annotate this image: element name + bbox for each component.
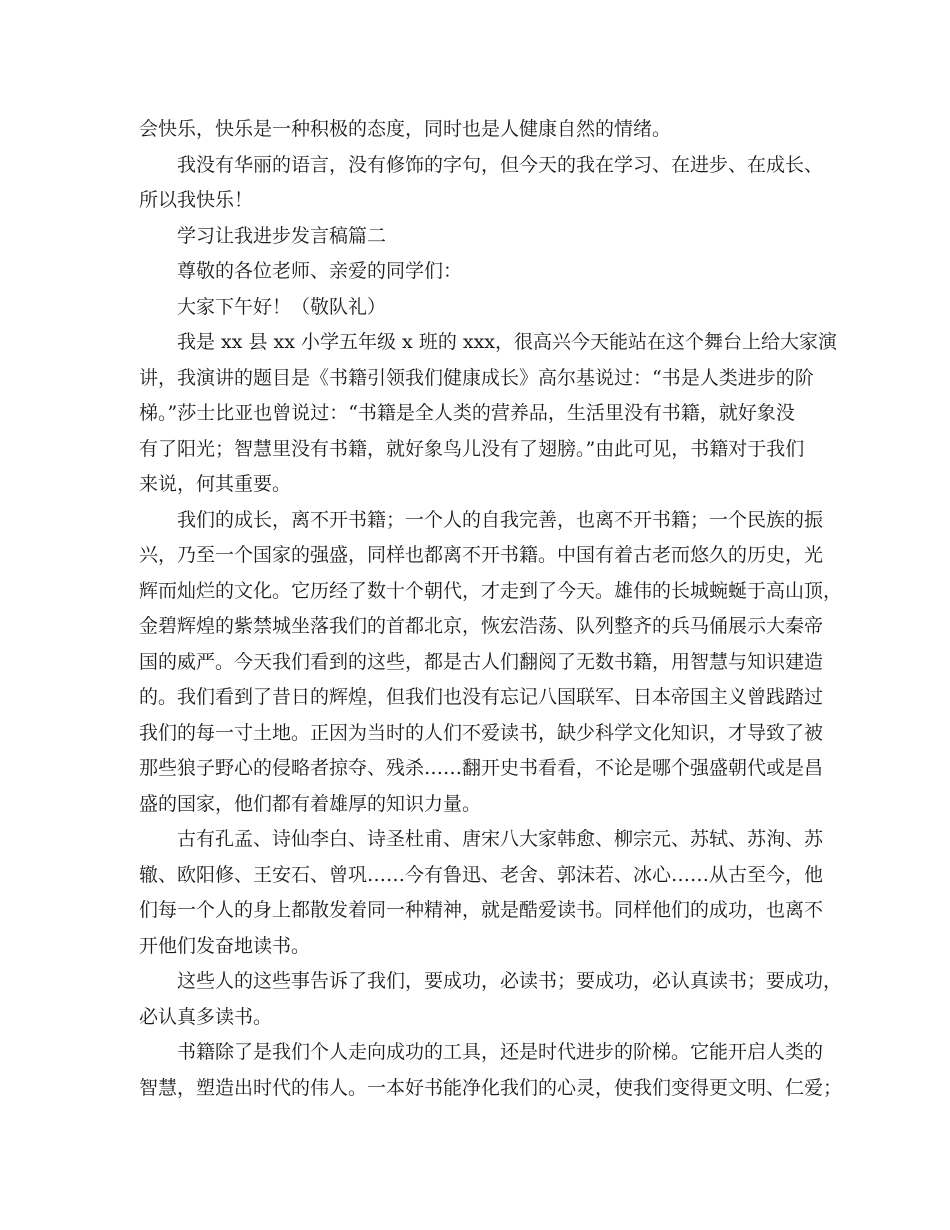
text-line: 们每一个人的身上都散发着同一种精神，就是酷爱读书。同样他们的成功，也离不 <box>139 899 824 921</box>
text-line: 辙、欧阳修、王安石、曾巩……今有鲁迅、老舍、郭沫若、冰心……从古至今，他 <box>139 863 824 886</box>
text-line: 古有孔孟、诗仙李白、诗圣杜甫、唐宋八大家韩愈、柳宗元、苏轼、苏洵、苏 <box>177 828 824 850</box>
text-line: 盛的国家，他们都有着雄厚的知识力量。 <box>139 792 482 815</box>
paragraph-10 <box>139 1035 824 1071</box>
paragraph-2 <box>139 148 824 184</box>
paragraph-2-continued <box>139 183 819 219</box>
text-line: 我没有华丽的语言，没有修饰的字句，但今天的我在学习、在进步、在成长、 <box>177 153 824 176</box>
text-line: 梯。”莎士比亚也曾说过：“书籍是全人类的营养品，生活里没有书籍，就好象没 <box>139 402 795 424</box>
text-line: 大家下午好！（敬队礼） <box>177 295 387 318</box>
text-line: 尊敬的各位老师、亲爱的同学们： <box>177 260 463 282</box>
text-line: 兴，乃至一个国家的强盛，同样也都离不开书籍。中国有着古老而悠久的历史，光 <box>139 544 824 566</box>
text-line: 这些人的这些事告诉了我们，要成功，必读书；要成功，必认真读书；要成功， <box>177 970 843 992</box>
text-line: 会快乐，快乐是一种积极的态度，同时也是人健康自然的情绪。 <box>139 118 672 140</box>
salutation <box>139 254 819 290</box>
text-line: 智慧，塑造出时代的伟人。一本好书能净化我们的心灵，使我们变得更文明、仁爱； <box>139 1076 843 1099</box>
text-line: 讲，我演讲的题目是《书籍引领我们健康成长》高尔基说过：“书是人类进步的阶 <box>139 366 814 389</box>
text-line: 学习让我进步发言稿篇二 <box>177 224 387 247</box>
text-line: 有了阳光；智慧里没有书籍，就好象鸟儿没有了翅膀。”由此可见，书籍对于我们 <box>139 437 805 460</box>
text-line: 所以我快乐！ <box>139 189 254 211</box>
text-line: 书籍除了是我们个人走向成功的工具，还是时代进步的阶梯。它能开启人类的 <box>177 1041 824 1063</box>
section-title <box>139 219 819 255</box>
text-line: 我们的每一寸土地。正因为当时的人们不爱读书，缺少科学文化知识，才导致了被 <box>139 721 824 744</box>
text-line: 我是 xx 县 xx 小学五年级 x 班的 xxx，很高兴今天能站在这个舞台上给大家演 <box>177 331 838 353</box>
greeting <box>139 290 819 326</box>
text-line: 辉而灿烂的文化。它历经了数十个朝代，才走到了今天。雄伟的长城蜿蜒于高山顶， <box>139 579 843 602</box>
paragraph-6-continued <box>139 361 819 503</box>
text-line: 我们的成长，离不开书籍；一个人的自我完善，也离不开书籍；一个民族的振 <box>177 508 824 531</box>
paragraph-7-continued <box>139 538 843 822</box>
paragraph-8 <box>139 822 824 858</box>
paragraph-10-continued <box>139 1071 843 1107</box>
text-line: 必认真多读书。 <box>139 1005 273 1028</box>
text-line: 金碧辉煌的紫禁城坐落我们的首都北京，恢宏浩荡、队列整齐的兵马俑展示大秦帝 <box>139 615 824 637</box>
document-body <box>139 112 843 1106</box>
text-line: 那些狼子野心的侵略者掠夺、残杀……翻开史书看看，不论是哪个强盛朝代或是昌 <box>139 757 824 779</box>
paragraph-6 <box>139 325 838 361</box>
text-line: 开他们发奋地读书。 <box>139 934 311 957</box>
paragraph-1 <box>139 112 819 148</box>
paragraph-9-continued <box>139 1000 819 1036</box>
paragraph-7 <box>139 503 824 539</box>
paragraph-8-continued <box>139 858 824 965</box>
paragraph-9 <box>139 964 843 1000</box>
text-line: 的。我们看到了昔日的辉煌，但我们也没有忘记八国联军、日本帝国主义曾践踏过 <box>139 686 824 708</box>
text-line: 国的威严。今天我们看到的这些，都是古人们翻阅了无数书籍，用智慧与知识建造 <box>139 650 824 673</box>
text-line: 来说，何其重要。 <box>139 473 292 495</box>
